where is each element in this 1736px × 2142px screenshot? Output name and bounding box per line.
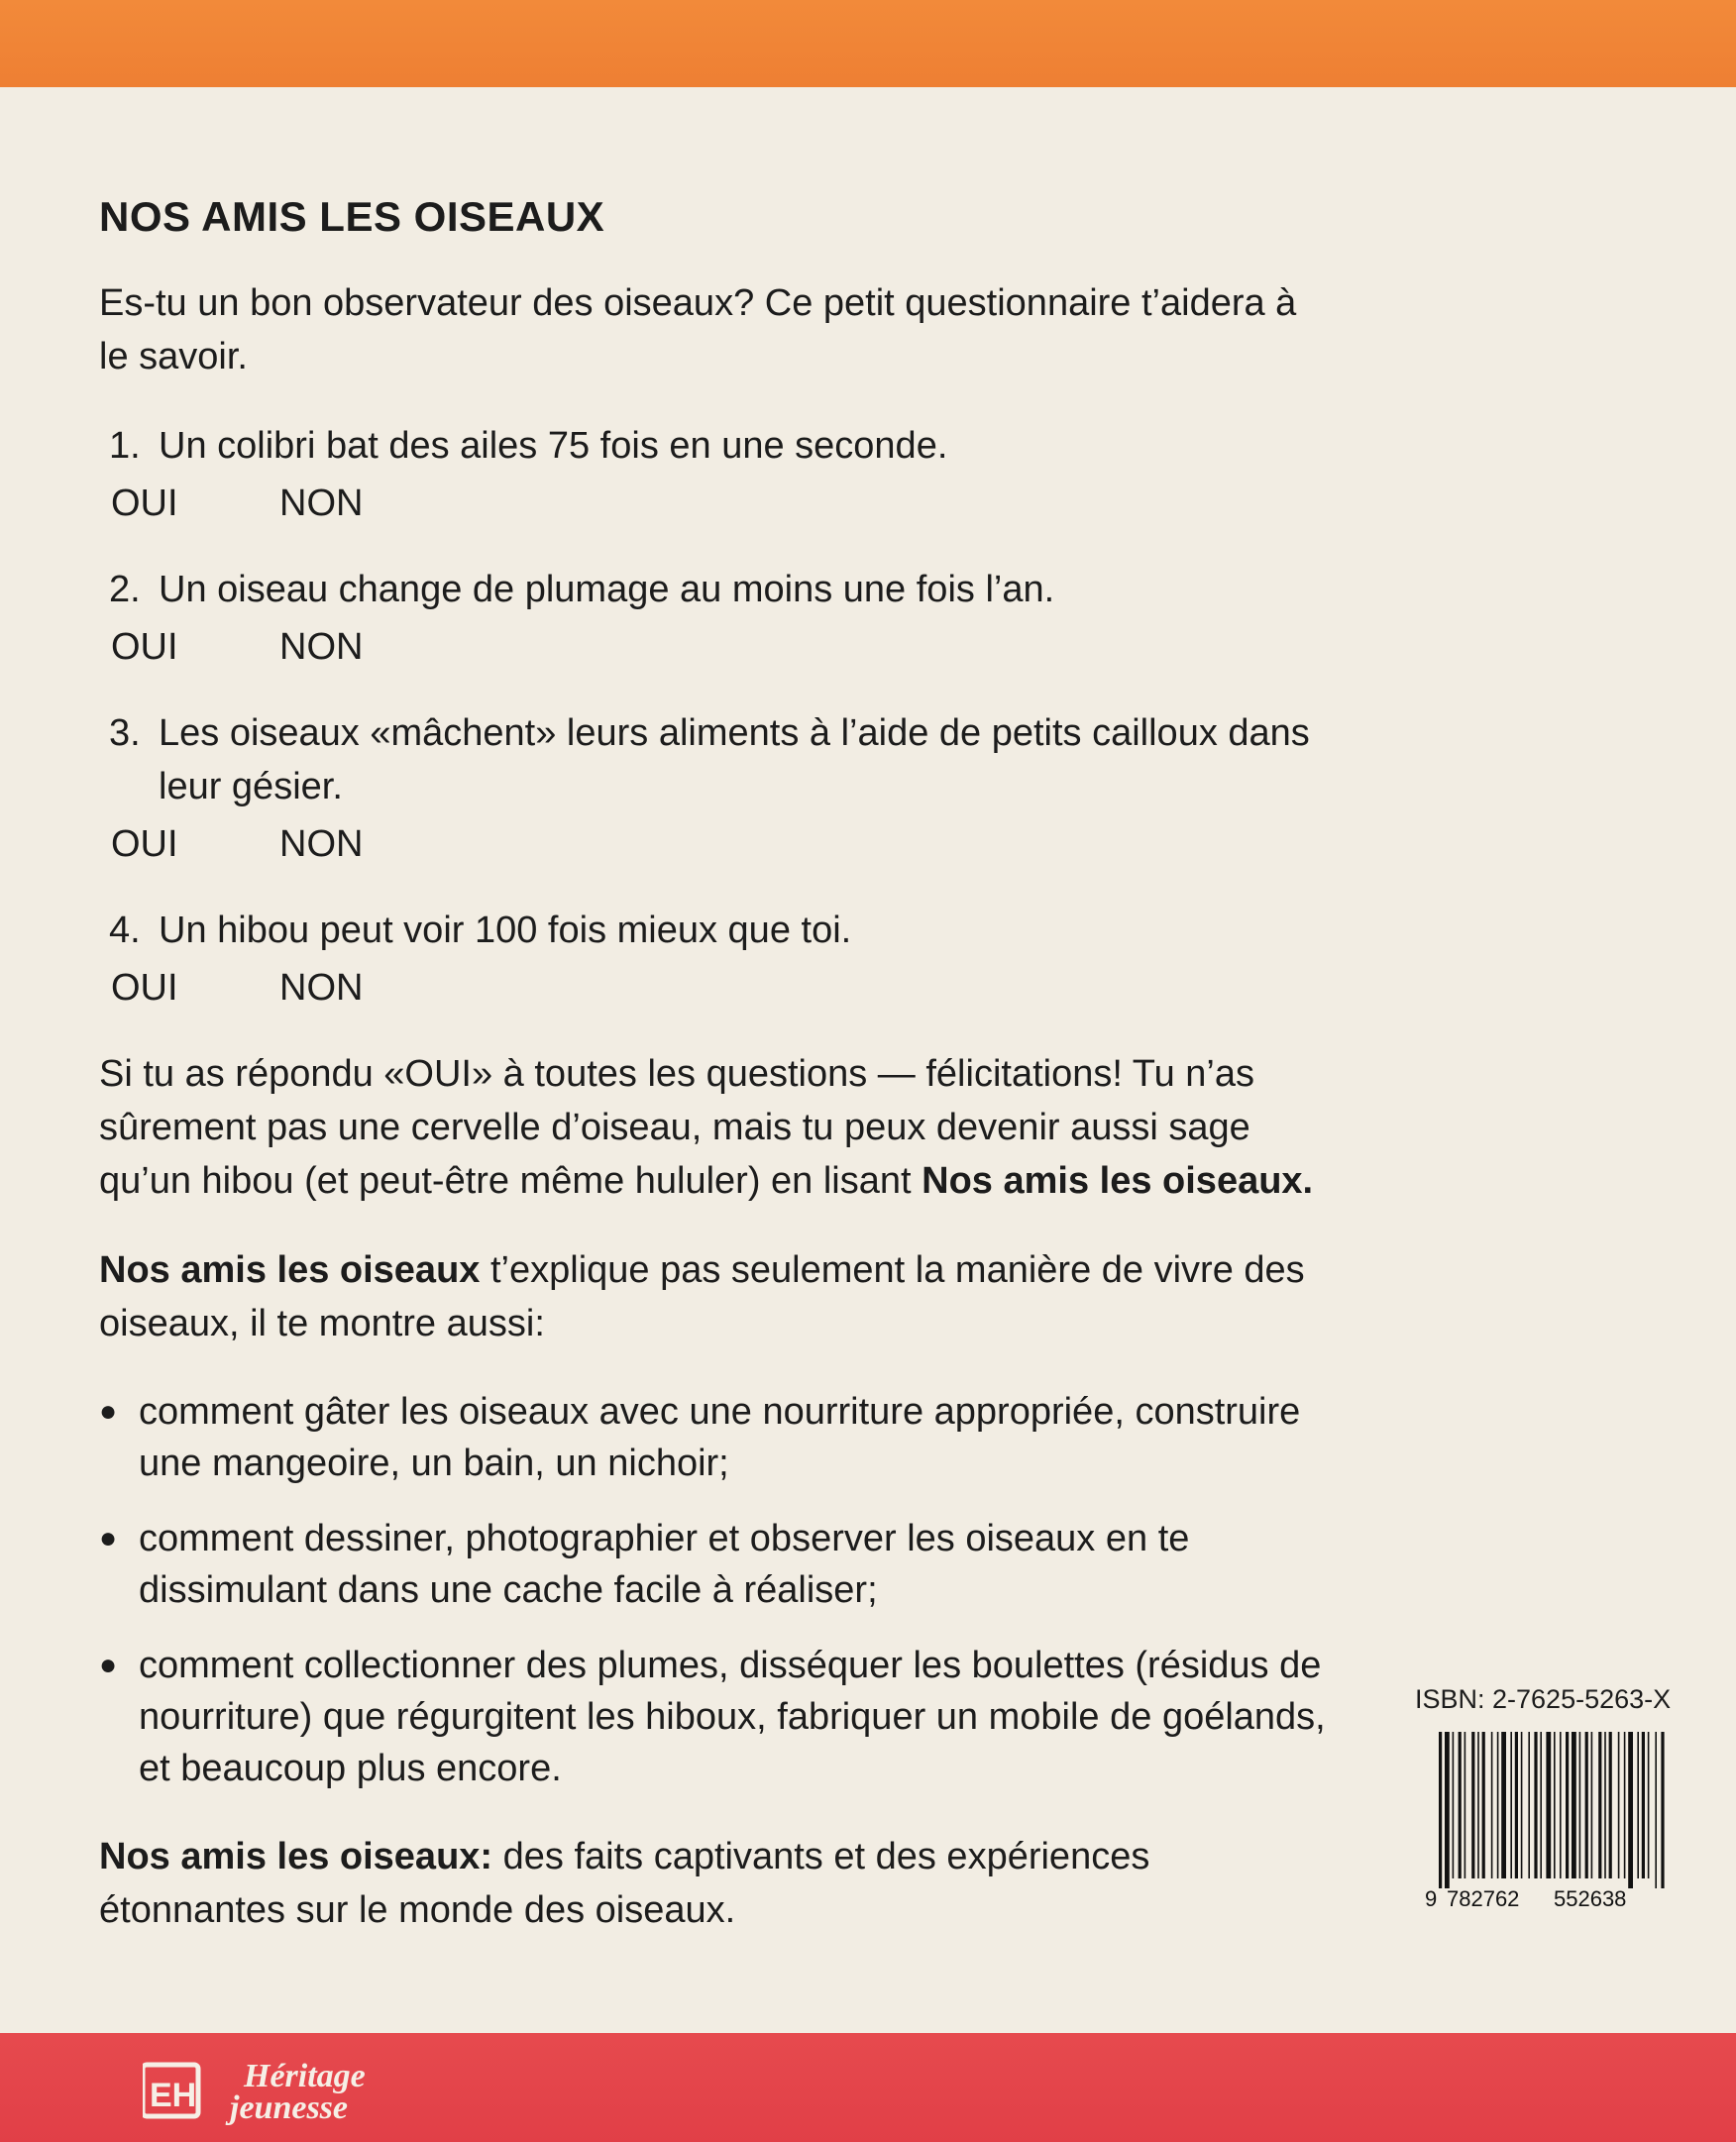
barcode-icon: [1425, 1732, 1671, 1910]
closing-paragraph: [99, 1830, 1328, 1937]
conclusion-paragraph: [99, 1047, 1328, 1208]
bullet-icon: ●: [99, 1522, 118, 1554]
barcode-bar: [1477, 1732, 1479, 1878]
logo-mark: EH: [150, 2077, 197, 2114]
description-text: t’explique pas seulement la manière de vivre des oiseaux, il te montre aussi:: [99, 1249, 1305, 1344]
answer-no: NON: [279, 482, 364, 524]
description-paragraph: [99, 1243, 1328, 1350]
question-text: Un hibou peut voir 100 fois mieux que toi.: [159, 910, 852, 951]
question-text: Un oiseau change de plumage au moins une fois l’an.: [159, 569, 1055, 610]
logo-line-1: Héritage: [244, 2058, 366, 2094]
barcode-bar: [1618, 1732, 1620, 1878]
barcode-bar: [1661, 1732, 1664, 1888]
barcode-left-digits: 782762: [1447, 1886, 1520, 1910]
question-2: [99, 563, 1328, 669]
list-item: [99, 1513, 1328, 1616]
list-item-text: comment collectionner des plumes, disséquer les boulettes (résidus de nourriture) que régurgitent les hiboux, fabriquer un mobile de goélands, et beaucoup plus encore.: [139, 1645, 1326, 1789]
barcode-bar: [1624, 1732, 1626, 1878]
book-title-bold: Nos amis les oiseaux: [99, 1249, 481, 1291]
barcode-bar: [1459, 1732, 1462, 1878]
answer-yes: OUI: [111, 626, 178, 668]
answer-yes: OUI: [111, 482, 178, 524]
barcode-bar: [1628, 1732, 1633, 1888]
barcode-bar: [1521, 1732, 1523, 1878]
barcode-bar: [1528, 1732, 1530, 1878]
barcode-first-digit: 9: [1425, 1886, 1438, 1910]
question-number: 3.: [109, 712, 141, 754]
barcode-bar: [1482, 1732, 1485, 1878]
barcode-bar: [1609, 1732, 1612, 1878]
barcode-bar: [1566, 1732, 1569, 1878]
barcode-bar: [1579, 1732, 1581, 1878]
list-item: [99, 1640, 1328, 1794]
closing-text: des faits captivants et des expériences étonnantes sur le monde des oiseaux.: [99, 1836, 1150, 1931]
question-4: [99, 904, 1328, 1010]
barcode-bar: [1648, 1732, 1650, 1878]
barcode-bar: [1465, 1732, 1466, 1878]
barcode-bar: [1497, 1732, 1499, 1878]
barcode-bar: [1510, 1732, 1512, 1878]
barcode-bar: [1585, 1732, 1588, 1878]
barcode-bar: [1591, 1732, 1593, 1878]
list-item-text: comment dessiner, photographier et observer les oiseaux en te dissimulant dans une cache facile à réaliser;: [139, 1518, 1190, 1611]
logo-line-2: jeunesse: [230, 2089, 348, 2126]
barcode-bar: [1439, 1732, 1442, 1888]
barcode-bar: [1572, 1732, 1576, 1878]
barcode-bar: [1642, 1732, 1645, 1878]
list-item-text: comment gâter les oiseaux avec une nourriture appropriée, construire une mangeoire, un bain, un nichoir;: [139, 1391, 1301, 1484]
isbn-label: ISBN: 2-7625-5263-X: [1415, 1684, 1672, 1714]
barcode-bar: [1560, 1732, 1562, 1878]
question-number: 4.: [109, 910, 141, 951]
list-item: [99, 1386, 1328, 1489]
question-3: [99, 706, 1328, 866]
answer-no: NON: [279, 823, 364, 865]
question-number: 1.: [109, 425, 141, 467]
page-title: NOS AMIS LES OISEAUX: [99, 193, 605, 240]
barcode-bar: [1534, 1732, 1537, 1878]
barcode-bar: [1546, 1732, 1551, 1878]
barcode-bar: [1491, 1732, 1493, 1878]
answer-yes: OUI: [111, 967, 178, 1009]
feature-list: [99, 1386, 1328, 1794]
question-text: Les oiseaux «mâchent» leurs aliments à l’aide de petits cailloux dans leur gésier.: [159, 712, 1310, 807]
question-1: [99, 419, 1328, 525]
answer-no: NON: [279, 967, 364, 1009]
back-cover-text: [99, 193, 1328, 1973]
bullet-icon: ●: [99, 1395, 118, 1428]
barcode-bar: [1453, 1732, 1455, 1878]
barcode-bar: [1637, 1732, 1639, 1878]
book-title-bold: Nos amis les oiseaux.: [922, 1160, 1314, 1202]
answer-no: NON: [279, 626, 364, 668]
barcode-bar: [1471, 1732, 1474, 1878]
barcode-bar: [1540, 1732, 1542, 1878]
answer-yes: OUI: [111, 823, 178, 865]
intro-text: Es-tu un bon observateur des oiseaux? Ce petit questionnaire t’aidera à le savoir.: [99, 282, 1297, 377]
barcode-bar: [1598, 1732, 1601, 1878]
publisher-logo: [143, 2051, 460, 2130]
barcode-bar: [1604, 1732, 1606, 1878]
barcode-bar: [1445, 1732, 1450, 1888]
book-title-bold: Nos amis les oiseaux:: [99, 1836, 493, 1877]
question-text: Un colibri bat des ailes 75 fois en une seconde.: [159, 425, 948, 467]
top-orange-band: [0, 0, 1736, 87]
bullet-icon: ●: [99, 1649, 118, 1681]
barcode-bar: [1501, 1732, 1506, 1878]
barcode-bar: [1515, 1732, 1518, 1878]
barcode-right-digits: 552638: [1554, 1886, 1627, 1910]
conclusion-text: Si tu as répondu «OUI» à toutes les questions — félicitations! Tu n’as sûrement pas une cervelle d’oiseau, mais tu peux devenir aussi sage qu’un hibou (et peut-être même hululer) en lisant: [99, 1053, 1254, 1202]
barcode-bar: [1554, 1732, 1556, 1878]
barcode-bar: [1655, 1732, 1657, 1888]
question-number: 2.: [109, 569, 141, 610]
